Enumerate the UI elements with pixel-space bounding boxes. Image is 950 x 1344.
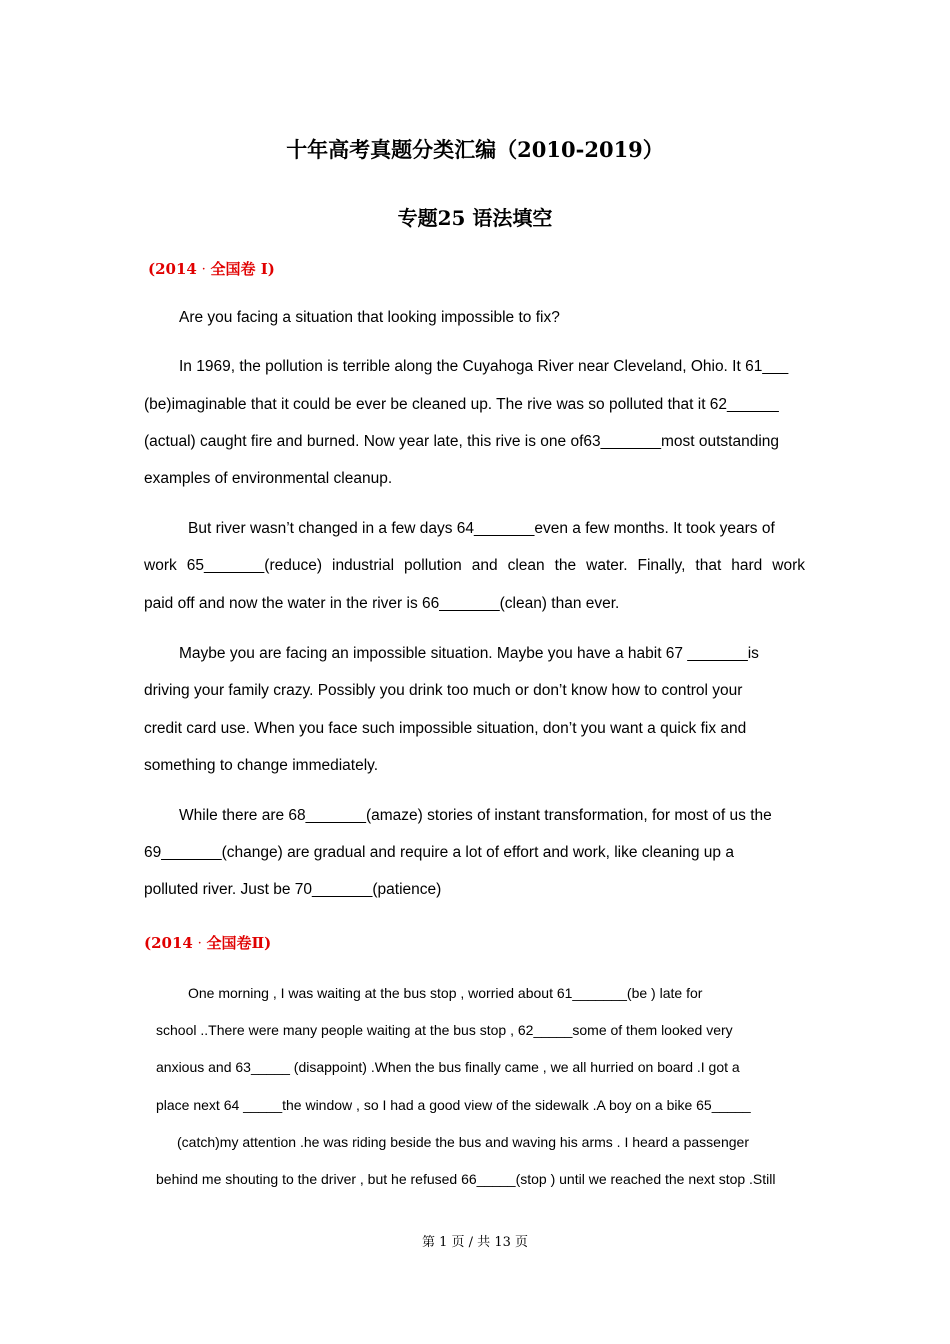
paragraph-line: driving your family crazy. Possibly you drink too much or don’t know how to control your: [144, 682, 743, 699]
paragraph-line: work 65_______(reduce) industrial pollution and clean the water. Finally, that hard work: [144, 557, 805, 574]
section-label-2014-2: [144, 932, 271, 953]
paragraph-line: But river wasn’t changed in a few days 64_______even a few months. It took years of: [188, 520, 775, 537]
document-subtitle: 专题25 语法填空: [397, 206, 553, 230]
paragraph-line: (catch)my attention .he was riding beside the bus and waving his arms . I heard a passenger: [177, 1134, 749, 1150]
paragraph-line: In 1969, the pollution is terrible along the Cuyahoga River near Cleveland, Ohio. It 61___: [179, 358, 789, 375]
paragraph-line: school ..There were many people waiting at the bus stop , 62_____some of them looked very: [156, 1022, 733, 1038]
paragraph-line: (actual) caught fire and burned. Now year late, this rive is one of63_______most outstanding: [144, 433, 780, 450]
paragraph-line: anxious and 63_____ (disappoint) .When the bus finally came , we all hurried on board .I got a: [156, 1059, 740, 1075]
paragraph-line: Are you facing a situation that looking impossible to fix?: [179, 309, 560, 326]
paragraph-line: Maybe you are facing an impossible situation. Maybe you have a habit 67 _______is: [179, 645, 759, 662]
paragraph-line: something to change immediately.: [144, 757, 379, 774]
section-dot: ·: [198, 939, 202, 949]
page-footer: 第 1 页 / 共 13 页: [422, 1235, 528, 1250]
document-title: 十年高考真题分类汇编（2010-2019）: [286, 137, 664, 162]
paragraph-line: polluted river. Just be 70_______(patience): [144, 881, 442, 898]
paragraph-line: 69_______(change) are gradual and require a lot of effort and work, like cleaning up a: [144, 844, 734, 861]
paragraph-line: place next 64 _____the window , so I had a good view of the sidewalk .A boy on a bike 65_____: [156, 1097, 751, 1113]
section-year: (2014: [144, 934, 193, 952]
paragraph-line: paid off and now the water in the river is 66_______(clean) than ever.: [144, 595, 620, 612]
section-name: 全国卷Ⅱ): [206, 934, 272, 952]
paragraph-line: behind me shouting to the driver , but he refused 66_____(stop ) until we reached the next stop .Still: [156, 1171, 776, 1187]
paragraph-line: One morning , I was waiting at the bus stop , worried about 61_______(be ) late for: [188, 985, 703, 1001]
paragraph-line: credit card use. When you face such impossible situation, don’t you want a quick fix and: [144, 720, 747, 737]
section-dot: ·: [202, 265, 206, 275]
section-name: 全国卷 I): [210, 260, 275, 278]
paragraph-line: While there are 68_______(amaze) stories of instant transformation, for most of us the: [179, 807, 772, 824]
section-label-2014-1: [148, 258, 275, 279]
paragraph-line: examples of environmental cleanup.: [144, 470, 393, 487]
paragraph-line: (be)imaginable that it could be ever be cleaned up. The rive was so polluted that it 62______: [144, 396, 779, 413]
section-year: (2014: [148, 260, 197, 278]
